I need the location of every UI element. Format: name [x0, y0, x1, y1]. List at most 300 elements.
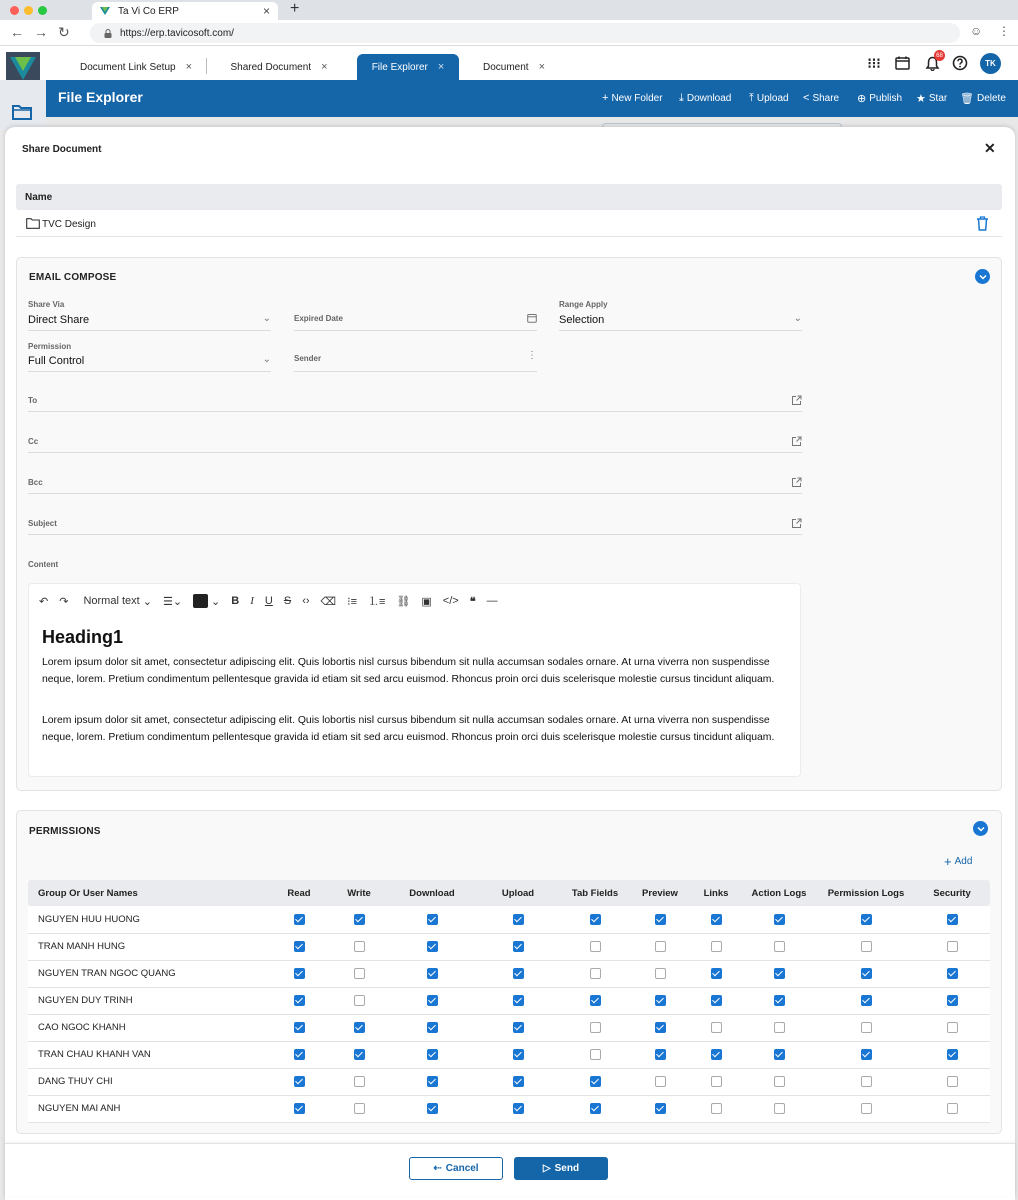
folder-icon [26, 218, 40, 229]
back-icon[interactable]: ← [10, 24, 24, 40]
bold-icon[interactable]: B [231, 595, 240, 607]
column-header: Permission Logs [818, 880, 914, 906]
table-row [28, 933, 990, 960]
maximize-window-icon[interactable] [38, 6, 47, 15]
permission-cell [474, 1041, 562, 1068]
permission-checkbox[interactable] [774, 968, 785, 979]
chevron-down-icon: ⌄ [793, 313, 802, 324]
permission-checkbox[interactable] [354, 1103, 365, 1114]
column-header: Security [914, 880, 990, 906]
underline-icon[interactable]: U [264, 595, 273, 607]
image-icon[interactable]: ▣ [421, 595, 432, 608]
permission-checkbox[interactable] [513, 1022, 524, 1033]
align-icon[interactable]: ☰⌄ [162, 595, 183, 608]
permission-cell [562, 933, 628, 960]
close-icon[interactable]: ✕ [984, 140, 996, 156]
reload-icon[interactable]: ↻ [58, 24, 70, 40]
field-label: Share Via [28, 300, 65, 309]
permission-cell [740, 906, 818, 933]
action-label: Share [812, 92, 840, 104]
permission-cell [740, 933, 818, 960]
share-via-select[interactable] [28, 299, 271, 331]
permission-checkbox[interactable] [861, 995, 872, 1006]
section-title: EMAIL COMPOSE [29, 272, 117, 283]
action-label: Star [928, 93, 948, 104]
subject-field[interactable] [28, 513, 802, 535]
column-header: Write [328, 880, 390, 906]
trash-icon[interactable] [976, 216, 989, 231]
permission-checkbox[interactable] [590, 941, 601, 952]
permission-checkbox[interactable] [513, 914, 524, 925]
inline-code-icon[interactable]: ‹› [302, 595, 310, 607]
close-icon[interactable]: × [185, 61, 193, 73]
permission-cell [818, 1095, 914, 1122]
permission-checkbox[interactable] [513, 968, 524, 979]
permission-cell [562, 987, 628, 1014]
chevron-down-icon [977, 826, 985, 832]
close-tab-icon[interactable]: × [262, 4, 270, 18]
permission-checkbox[interactable] [294, 941, 305, 952]
user-name-cell: TRAN MANH HUNG [28, 933, 270, 960]
field-label: Expired Date [294, 314, 343, 323]
column-header: Links [692, 880, 740, 906]
name-column-header [16, 184, 1002, 210]
table-row [28, 1014, 990, 1041]
add-permission-button[interactable] [944, 854, 972, 869]
permission-checkbox[interactable] [655, 1049, 666, 1060]
column-header: Upload [474, 880, 562, 906]
share-icon: < [803, 92, 810, 104]
permission-checkbox[interactable] [590, 914, 601, 925]
download-button[interactable] [679, 92, 731, 105]
permission-cell [628, 1068, 692, 1095]
undo-icon[interactable]: ↶ [39, 595, 49, 608]
text-style-dropdown[interactable]: Normal text ⌄ [83, 595, 152, 608]
star-button[interactable] [916, 92, 947, 105]
permission-cell [270, 1095, 328, 1122]
permission-checkbox[interactable] [427, 1049, 438, 1060]
permission-cell [270, 906, 328, 933]
permission-checkbox[interactable] [861, 914, 872, 925]
user-name-cell: NGUYEN MAI ANH [28, 1095, 270, 1122]
permission-checkbox[interactable] [354, 968, 365, 979]
permission-cell [628, 1014, 692, 1041]
permission-checkbox[interactable] [947, 1022, 958, 1033]
permission-cell [628, 933, 692, 960]
trash-icon: 🗑 [960, 93, 974, 105]
tab-label: Shared Document [230, 61, 312, 73]
permission-checkbox[interactable] [354, 1076, 365, 1087]
italic-icon[interactable]: I [250, 595, 254, 607]
action-label: Download [686, 93, 732, 104]
download-icon: ⤓ [679, 92, 684, 104]
permission-cell [474, 960, 562, 987]
section-title: PERMISSIONS [29, 826, 101, 837]
permission-cell [562, 960, 628, 987]
permission-cell [474, 1014, 562, 1041]
permission-cell [390, 960, 474, 987]
browser-tab-title: Ta Vi Co ERP [118, 5, 179, 17]
url-text: https://erp.tavicosoft.com/ [120, 27, 234, 39]
table-row [28, 1041, 990, 1068]
permission-checkbox[interactable] [513, 995, 524, 1006]
permission-cell [692, 1068, 740, 1095]
permission-checkbox[interactable] [354, 1049, 365, 1060]
collapse-button[interactable] [975, 269, 990, 284]
permission-cell [818, 1041, 914, 1068]
upload-button[interactable] [749, 92, 789, 105]
permission-checkbox[interactable] [354, 995, 365, 1006]
publish-button[interactable] [857, 92, 902, 105]
module-header [46, 80, 1018, 117]
external-link-icon[interactable] [791, 395, 802, 409]
permission-cell [740, 960, 818, 987]
action-label: Delete [976, 93, 1006, 104]
permission-checkbox[interactable] [354, 941, 365, 952]
permission-checkbox[interactable] [947, 914, 958, 925]
action-label: Publish [869, 93, 903, 104]
share-button[interactable] [803, 92, 839, 104]
strikethrough-icon[interactable]: S [283, 595, 292, 607]
permission-checkbox[interactable] [711, 1076, 722, 1087]
item-name: TVC Design [42, 219, 96, 230]
permission-cell [628, 960, 692, 987]
browser-menu-icon[interactable]: ⋮ [998, 24, 1010, 38]
permission-cell [914, 987, 990, 1014]
permission-checkbox[interactable] [294, 968, 305, 979]
column-header: Tab Fields [562, 880, 628, 906]
permission-checkbox[interactable] [590, 1022, 601, 1033]
quote-icon[interactable]: ❝ [469, 595, 476, 608]
avatar[interactable]: TK [980, 53, 1001, 74]
permission-checkbox[interactable] [711, 1103, 722, 1114]
tab-document[interactable] [468, 54, 560, 80]
permission-cell [328, 1041, 390, 1068]
forward-icon[interactable]: → [34, 24, 48, 40]
permission-checkbox[interactable] [655, 1076, 666, 1087]
cc-field[interactable] [28, 431, 802, 453]
minimize-window-icon[interactable] [24, 6, 33, 15]
permission-checkbox[interactable] [655, 968, 666, 979]
collapse-button[interactable] [973, 821, 988, 836]
permission-checkbox[interactable] [354, 914, 365, 925]
plus-icon: + [602, 92, 609, 104]
tab-divider [206, 58, 207, 74]
permission-checkbox[interactable] [294, 995, 305, 1006]
send-icon: ▷ [542, 1163, 551, 1174]
permission-cell [474, 1095, 562, 1122]
field-value: Full Control [28, 355, 85, 367]
permission-checkbox[interactable] [711, 914, 722, 925]
field-label: Bcc [28, 478, 43, 487]
field-label: Sender [294, 354, 322, 363]
close-icon[interactable]: × [321, 61, 328, 73]
calendar-icon[interactable] [527, 313, 537, 326]
tab-document-link-setup[interactable] [66, 54, 206, 80]
horizontal-rule-icon[interactable]: — [486, 595, 498, 607]
permission-checkbox[interactable] [294, 1076, 305, 1087]
column-header: Group Or User Names [28, 880, 270, 906]
cancel-label: Cancel [445, 1163, 479, 1174]
permission-checkbox[interactable] [354, 1022, 365, 1033]
permission-checkbox[interactable] [427, 1076, 438, 1087]
column-header: Preview [628, 880, 692, 906]
external-link-icon[interactable] [791, 477, 802, 491]
permission-checkbox[interactable] [774, 1103, 785, 1114]
permission-checkbox[interactable] [513, 1076, 524, 1087]
permission-cell [818, 933, 914, 960]
browser-tab[interactable] [92, 2, 278, 20]
permission-cell [914, 906, 990, 933]
close-icon[interactable]: × [437, 61, 445, 73]
user-name-cell: NGUYEN TRAN NGOC QUANG [28, 960, 270, 987]
permission-checkbox[interactable] [427, 968, 438, 979]
permission-cell [914, 1095, 990, 1122]
field-label: Permission [28, 342, 72, 351]
permission-checkbox[interactable] [774, 1049, 785, 1060]
column-header: Action Logs [740, 880, 818, 906]
permission-cell [692, 1014, 740, 1041]
permission-checkbox[interactable] [774, 941, 785, 952]
chevron-down-icon: ⌄ [262, 354, 271, 365]
permission-checkbox[interactable] [861, 941, 872, 952]
permission-checkbox[interactable] [774, 995, 785, 1006]
delete-button[interactable] [960, 92, 1006, 105]
permissions-table [28, 880, 990, 1123]
permission-cell [562, 1041, 628, 1068]
tab-label: File Explorer [371, 61, 428, 73]
permission-checkbox[interactable] [947, 1103, 958, 1114]
permission-checkbox[interactable] [427, 1103, 438, 1114]
permission-cell [692, 960, 740, 987]
table-row [28, 906, 990, 933]
permission-checkbox[interactable] [427, 914, 438, 925]
field-label: To [28, 396, 38, 405]
color-swatch [193, 594, 208, 608]
tab-label: Document Link Setup [79, 61, 176, 73]
url-field[interactable] [90, 23, 960, 43]
new-tab-icon[interactable]: + [290, 0, 300, 17]
permission-checkbox[interactable] [711, 968, 722, 979]
apps-grid-icon[interactable]: ⁝⁝⁝ [867, 54, 881, 71]
permission-cell [628, 906, 692, 933]
to-field[interactable] [28, 390, 802, 412]
permission-checkbox[interactable] [861, 1049, 872, 1060]
permission-cell [818, 960, 914, 987]
calendar-icon[interactable] [892, 52, 912, 74]
user-name-cell: NGUYEN DUY TRINH [28, 987, 270, 1014]
permission-cell [328, 1014, 390, 1041]
table-row [28, 960, 990, 987]
permission-checkbox[interactable] [861, 968, 872, 979]
permission-checkbox[interactable] [513, 941, 524, 952]
content-paragraph: Lorem ipsum dolor sit amet, consectetur adipiscing elit. Quis lobortis nisl cursus bibendum sit nulla accumsan sodales ornare. At urna viverra non suspendisse neque, lorem. Pretium condimentum pellentesque gravida id etiam sit sed arcu euismod. Rhoncus proin orci duis scelerisque molestie cursus tincidunt aliquam. [42, 657, 775, 685]
permission-checkbox[interactable] [861, 1022, 872, 1033]
user-name-cell: NGUYEN HUU HUONG [28, 906, 270, 933]
close-window-icon[interactable] [10, 6, 19, 15]
column-header: Read [270, 880, 328, 906]
permission-cell [390, 1014, 474, 1041]
star-icon: ★ [916, 93, 926, 105]
range-apply-select[interactable] [559, 299, 802, 331]
permission-checkbox[interactable] [655, 941, 666, 952]
upload-icon: ⤒ [749, 92, 754, 104]
permission-checkbox[interactable] [774, 1076, 785, 1087]
permission-checkbox[interactable] [947, 941, 958, 952]
link-icon[interactable]: ⛓ [396, 595, 411, 608]
permission-checkbox[interactable] [590, 995, 601, 1006]
permission-checkbox[interactable] [590, 1049, 601, 1060]
permission-checkbox[interactable] [655, 995, 666, 1006]
external-link-icon[interactable] [791, 436, 802, 450]
permission-cell [390, 1068, 474, 1095]
permission-checkbox[interactable] [513, 1049, 524, 1060]
permission-cell [270, 987, 328, 1014]
bcc-field[interactable] [28, 472, 802, 494]
modal-title: Share Document [22, 144, 102, 155]
add-label: Add [954, 856, 973, 867]
tab-file-explorer[interactable] [357, 54, 459, 80]
text-color-picker[interactable]: ⌄ [193, 594, 220, 608]
chevron-down-icon [979, 274, 987, 280]
permission-cell [914, 960, 990, 987]
permission-cell [390, 906, 474, 933]
permission-checkbox[interactable] [294, 914, 305, 925]
permission-checkbox[interactable] [590, 1103, 601, 1114]
permission-cell [818, 987, 914, 1014]
permission-checkbox[interactable] [294, 1103, 305, 1114]
send-label: Send [554, 1163, 580, 1174]
content-paragraph: Lorem ipsum dolor sit amet, consectetur adipiscing elit. Quis lobortis nisl cursus bibendum sit nulla accumsan sodales ornare. At urna viverra non suspendisse neque, lorem. Pretium condimentum pellentesque gravida id etiam sit sed arcu euismod. Rhoncus proin orci duis scelerisque molestie cursus tincidunt aliquam. [42, 715, 775, 743]
permission-cell [740, 1095, 818, 1122]
permission-cell [474, 1068, 562, 1095]
permission-checkbox[interactable] [294, 1049, 305, 1060]
permission-checkbox[interactable] [590, 1076, 601, 1087]
permission-checkbox[interactable] [711, 995, 722, 1006]
field-label: Range Apply [559, 300, 608, 309]
content-editor[interactable] [28, 583, 801, 777]
permission-cell [328, 987, 390, 1014]
permission-cell [562, 1068, 628, 1095]
plus-icon: + [944, 854, 952, 869]
permission-cell [270, 1041, 328, 1068]
permission-checkbox[interactable] [774, 914, 785, 925]
permission-cell [328, 906, 390, 933]
permission-checkbox[interactable] [513, 1103, 524, 1114]
permission-cell [270, 1014, 328, 1041]
close-icon[interactable]: × [538, 61, 545, 73]
tab-label: Document [482, 61, 529, 73]
permission-checkbox[interactable] [947, 1049, 958, 1060]
content-heading: Heading1 [42, 627, 124, 647]
permission-checkbox[interactable] [711, 1022, 722, 1033]
permission-cell [390, 1041, 474, 1068]
permission-checkbox[interactable] [947, 995, 958, 1006]
help-icon[interactable] [950, 52, 970, 74]
new-folder-button[interactable] [602, 92, 663, 104]
bullet-list-icon[interactable]: ⁝≡ [347, 595, 357, 608]
permission-checkbox[interactable] [947, 968, 958, 979]
action-label: New Folder [611, 92, 663, 104]
field-label: Cc [28, 437, 39, 446]
expired-date-field[interactable] [294, 299, 537, 331]
permission-checkbox[interactable] [711, 1049, 722, 1060]
notification-badge: 68 [934, 50, 945, 61]
sender-field[interactable] [294, 340, 537, 372]
permission-cell [692, 933, 740, 960]
editor-toolbar [39, 592, 509, 610]
modal-footer [5, 1143, 1015, 1196]
redo-icon[interactable]: ↷ [59, 595, 69, 608]
tab-shared-document[interactable] [214, 54, 344, 80]
name-header-label: Name [25, 192, 53, 203]
permission-cell [562, 1095, 628, 1122]
publish-icon: ⊕ [857, 93, 867, 105]
more-options-icon[interactable]: ⋮ [527, 350, 537, 361]
permission-checkbox[interactable] [655, 914, 666, 925]
permission-cell [328, 1068, 390, 1095]
permission-cell [818, 1014, 914, 1041]
permission-cell [914, 1041, 990, 1068]
folder-icon[interactable] [12, 104, 32, 120]
permission-cell [628, 1095, 692, 1122]
send-button[interactable] [514, 1157, 608, 1180]
address-bar [0, 20, 1018, 46]
permission-checkbox[interactable] [861, 1076, 872, 1087]
permission-checkbox[interactable] [427, 1022, 438, 1033]
permission-checkbox[interactable] [861, 1103, 872, 1114]
permission-cell [628, 1041, 692, 1068]
permission-cell [740, 1041, 818, 1068]
permission-checkbox[interactable] [427, 995, 438, 1006]
external-link-icon[interactable] [791, 518, 802, 532]
permission-cell [328, 1095, 390, 1122]
permission-cell [474, 987, 562, 1014]
cancel-button[interactable] [409, 1157, 503, 1180]
code-block-icon[interactable]: </> [442, 595, 459, 607]
table-header [28, 880, 990, 906]
content-label: Content [28, 560, 59, 569]
permission-cell [562, 1014, 628, 1041]
text-style-label: Normal text [83, 595, 140, 607]
permission-cell [270, 1068, 328, 1095]
column-header: Download [390, 880, 474, 906]
permission-cell [270, 960, 328, 987]
permission-cell [692, 1095, 740, 1122]
profile-icon[interactable]: ☺ [970, 24, 983, 38]
permission-cell [740, 987, 818, 1014]
permission-checkbox[interactable] [947, 1076, 958, 1087]
numbered-list-icon[interactable]: ⒈≡ [368, 596, 386, 608]
permission-checkbox[interactable] [590, 968, 601, 979]
permission-checkbox[interactable] [711, 941, 722, 952]
browser-tab-strip [0, 0, 1018, 20]
permission-cell [328, 960, 390, 987]
permission-cell [474, 906, 562, 933]
table-row [28, 1095, 990, 1122]
permission-cell [562, 906, 628, 933]
permission-cell [740, 1014, 818, 1041]
permission-checkbox[interactable] [774, 1022, 785, 1033]
permission-checkbox[interactable] [294, 1022, 305, 1033]
permission-cell [390, 987, 474, 1014]
clear-format-icon[interactable]: ⌫ [320, 595, 337, 608]
table-row [28, 987, 990, 1014]
permission-select[interactable] [28, 340, 271, 372]
permission-checkbox[interactable] [427, 941, 438, 952]
permission-checkbox[interactable] [655, 1103, 666, 1114]
permission-checkbox[interactable] [655, 1022, 666, 1033]
